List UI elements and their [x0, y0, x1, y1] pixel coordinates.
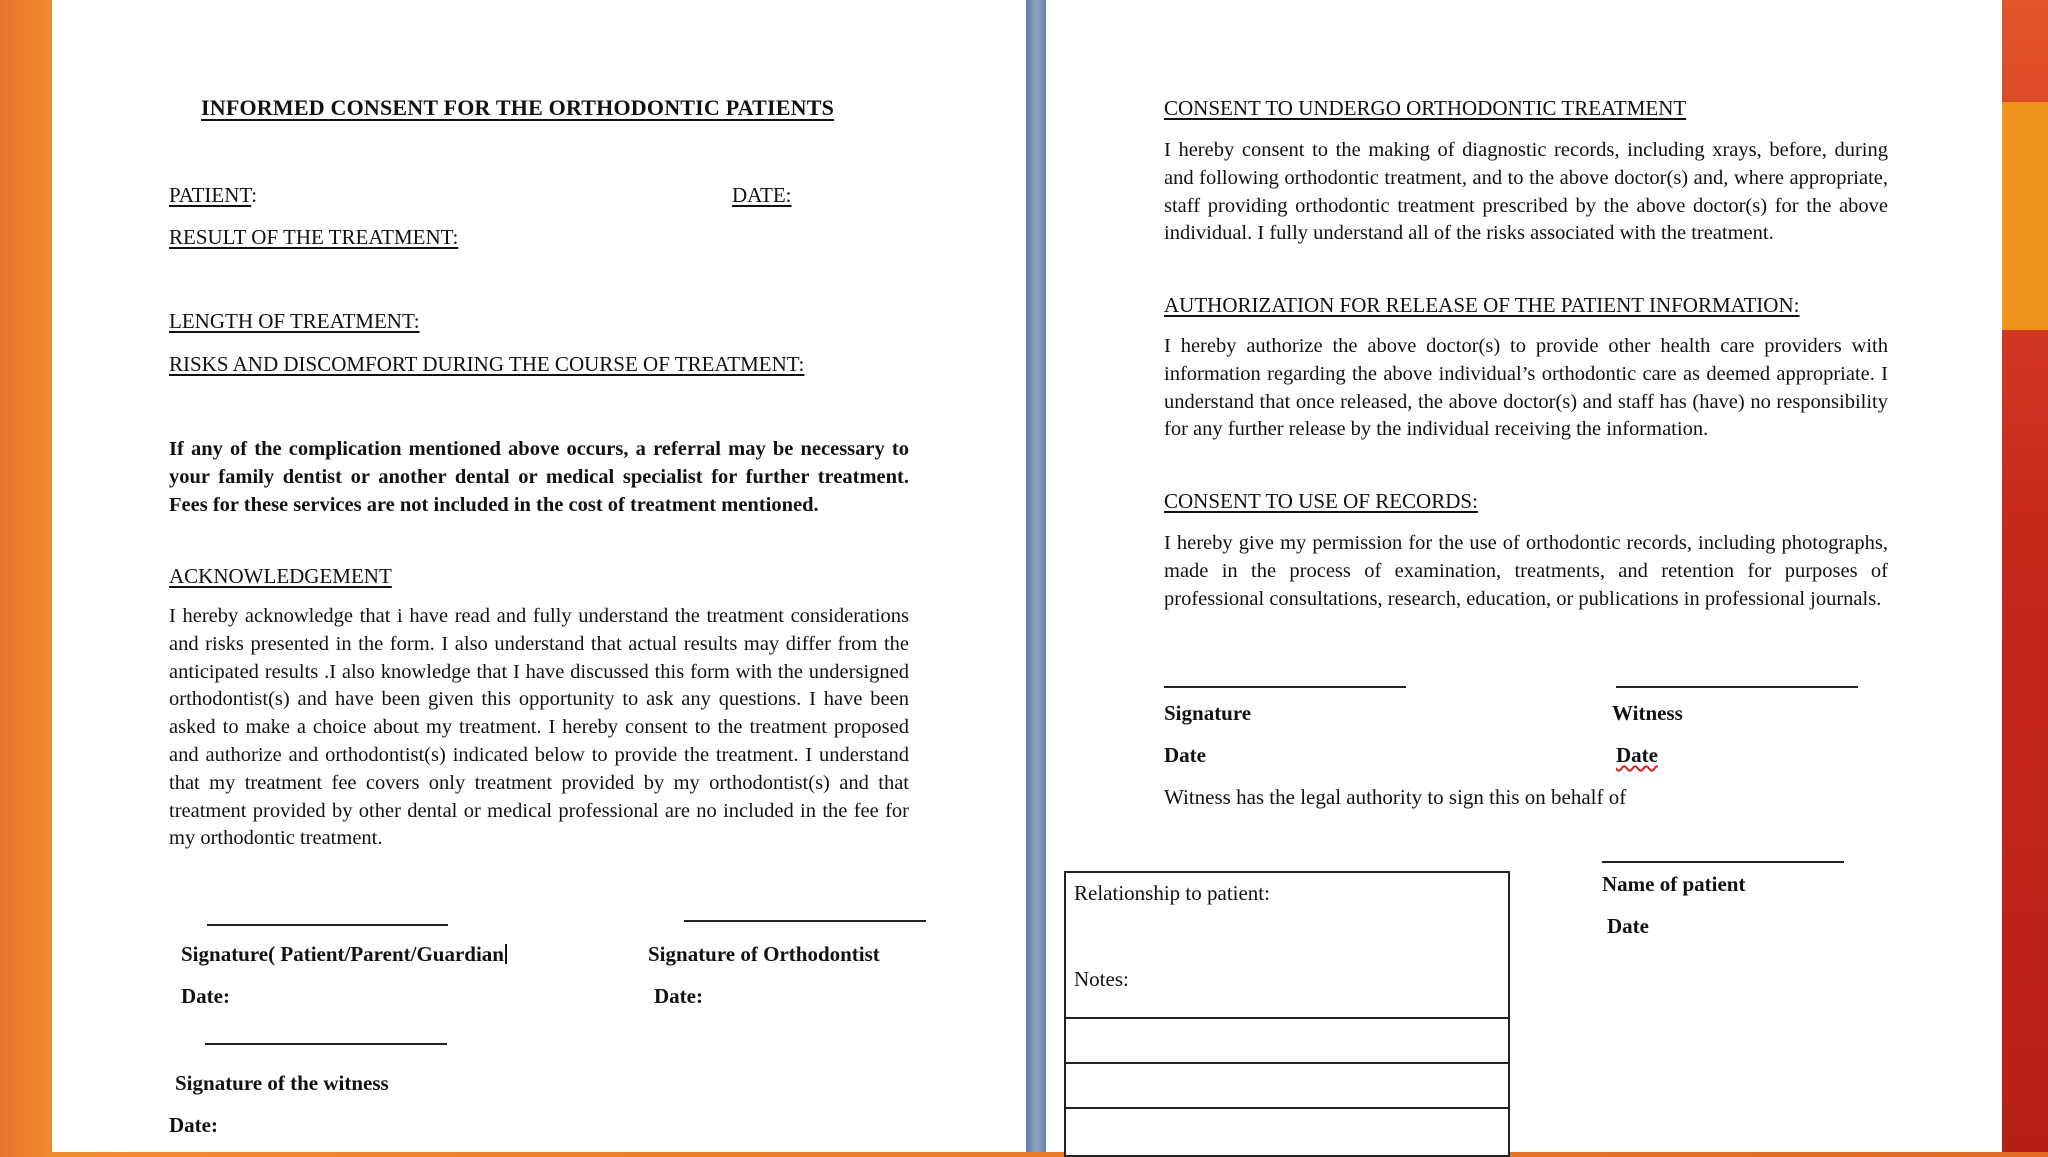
date-label: DATE:	[732, 183, 792, 207]
risks-label: RISKS AND DISCOMFORT DURING THE COURSE OF TREATMENT:	[169, 352, 805, 376]
signature-patient-label: Signature( Patient/Parent/Guardian	[181, 942, 504, 966]
authorization-paragraph: I hereby authorize the above doctor(s) to provide other health care providers with information regarding the above individual’s orthodontic care as deemed appropriate. I understand that once released, the above doctor(s) and staff has (have) no responsibility for any further release by the individual receiving the information.	[1164, 335, 1888, 441]
consent-paragraph: I hereby consent to the making of diagnostic records, including xrays, before, during and following orthodontic treatment, and to the above doctor(s) and, where appropriate, staff providing orthodontic treatment prescribed by the above doctor(s) for the above individual. I fully understand all of the risks associated with the treatment.	[1164, 139, 1888, 245]
notes-line-1[interactable]	[1066, 1017, 1508, 1019]
notes-line-2[interactable]	[1066, 1062, 1508, 1064]
name-of-patient-line[interactable]	[1602, 861, 1844, 863]
consent-heading: CONSENT TO UNDERGO ORTHODONTIC TREATMENT	[1164, 96, 1687, 120]
slide-edge-accent	[2002, 102, 2048, 330]
witness-date-label: Date	[1616, 743, 1658, 767]
date-label-right: Date	[1164, 743, 1206, 767]
signature-line[interactable]	[1164, 686, 1406, 688]
page-gutter	[1026, 0, 1046, 1152]
document-page-left	[52, 0, 1026, 1152]
text-cursor	[505, 944, 507, 964]
patient-colon: :	[251, 183, 258, 207]
patient-label: PATIENT	[169, 183, 252, 207]
signature-patient-field	[181, 940, 507, 968]
signature-patient-line[interactable]	[207, 924, 448, 926]
records-heading: CONSENT TO USE OF RECORDS:	[1164, 489, 1478, 513]
notes-line-3[interactable]	[1066, 1107, 1508, 1109]
result-label: RESULT OF THE TREATMENT:	[169, 225, 459, 249]
length-label: LENGTH OF TREATMENT:	[169, 309, 420, 333]
date-witness-label: Date:	[169, 1113, 218, 1137]
witness-label: Witness	[1612, 701, 1683, 725]
records-paragraph: I hereby give my permission for the use of orthodontic records, including photographs, made in the process of examination, treatments, and retention for purposes of professional consultations, research, education, or publications in professional journals.	[1164, 532, 1888, 610]
notes-label: Notes:	[1074, 967, 1129, 991]
signature-witness-line[interactable]	[205, 1043, 447, 1045]
relationship-notes-box[interactable]	[1064, 871, 1510, 1157]
date-patient-label: Date:	[181, 984, 230, 1008]
witness-note: Witness has the legal authority to sign this on behalf of	[1164, 785, 1627, 809]
name-date-label: Date	[1607, 914, 1649, 938]
name-of-patient-label: Name of patient	[1602, 872, 1746, 896]
authorization-heading: AUTHORIZATION FOR RELEASE OF THE PATIENT INFORMATION:	[1164, 293, 1800, 317]
signature-label: Signature	[1164, 701, 1252, 725]
signature-orthodontist-line[interactable]	[684, 920, 926, 922]
complication-paragraph: If any of the complication mentioned above occurs, a referral may be necessary to your family dentist or another dental or medical specialist for further treatment. Fees for these services are not included in the cost of treatment mentioned.	[169, 438, 909, 516]
date-orthodontist-label: Date:	[654, 984, 703, 1008]
patient-field	[169, 181, 257, 209]
signature-orthodontist-label: Signature of Orthodontist	[648, 942, 880, 966]
signature-witness-label: Signature of the witness	[175, 1071, 389, 1095]
acknowledgement-heading: ACKNOWLEDGEMENT	[169, 564, 392, 588]
witness-line[interactable]	[1616, 686, 1858, 688]
acknowledgement-paragraph: I hereby acknowledge that i have read and fully understand the treatment considerations and risks presented in the form. I also understand that actual results may differ from the anticipated results .I also knowledge that I have discussed this form with the undersigned orthodontist(s) and have been given this opportunity to ask any questions. I have been asked to make a choice about my treatment. I hereby consent to the treatment proposed and authorize and orthodontist(s) indicated below to provide the treatment. I understand that my treatment fee covers only treatment provided by my orthodontist(s) and that treatment provided by other dental or medical professional are no included in the fee for my orthodontic treatment.	[169, 605, 909, 850]
document-title: INFORMED CONSENT FOR THE ORTHODONTIC PATIENTS	[201, 95, 835, 120]
relationship-label: Relationship to patient:	[1074, 881, 1270, 905]
